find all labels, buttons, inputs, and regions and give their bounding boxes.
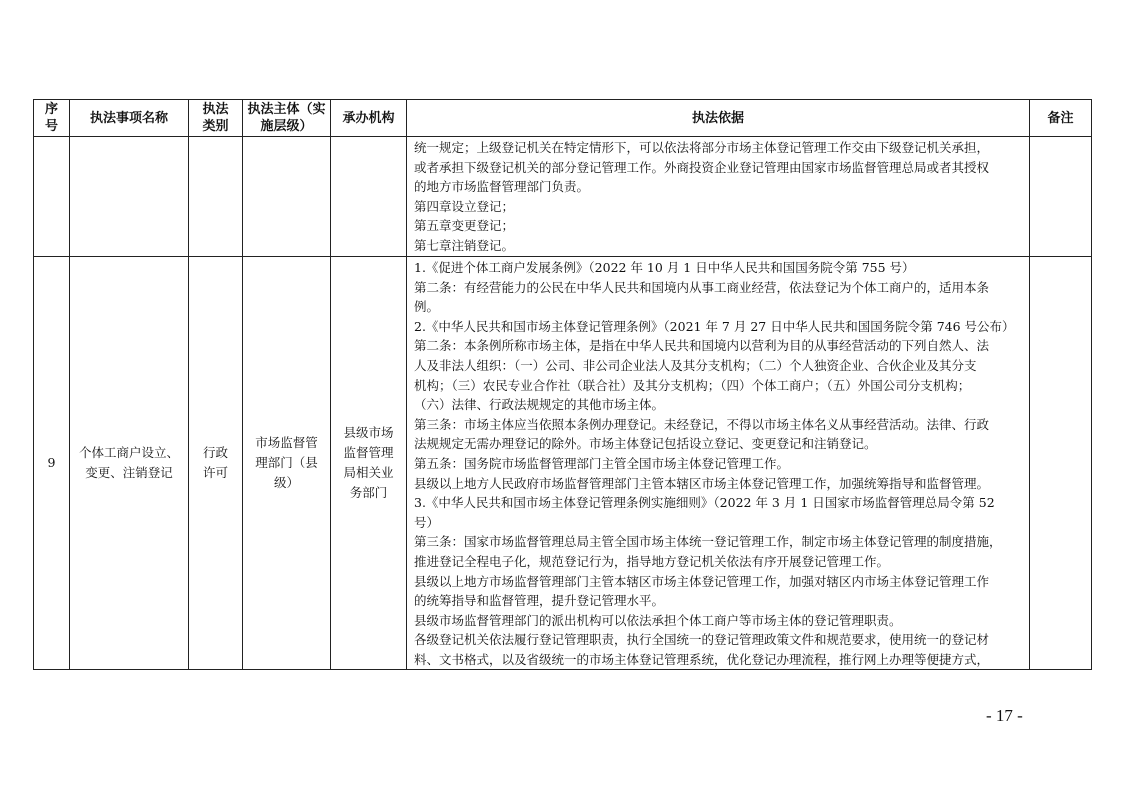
basis-line: 各级登记机关依法履行登记管理职责，执行全国统一的登记管理政策文件和规范要求，使用统一的登记材 <box>414 632 990 648</box>
header-item-name: 执法事项名称 <box>70 100 189 137</box>
cell-seq: 9 <box>34 257 70 670</box>
basis-line: 县级市场监督管理部门的派出机构可以依法承担个体工商户等市场主体的登记管理职责。 <box>414 612 902 628</box>
cell-basis <box>407 137 1030 257</box>
basis-line: 第七章注销登记。 <box>414 237 515 253</box>
cell-category: 行政许可 <box>189 257 243 670</box>
basis-line: 人及非法人组织：（一）公司、非公司企业法人及其分支机构；（二）个人独资企业、合伙企业及其分支 <box>414 357 977 373</box>
basis-line: 县级以上地方人民政府市场监督管理部门主管本辖区市场主体登记管理工作，加强统筹指导和监督管理。 <box>414 475 990 491</box>
cell-subject: 市场监督管理部门（县级） <box>243 257 331 670</box>
cell-subject <box>243 137 331 257</box>
header-remarks: 备注 <box>1030 100 1092 137</box>
basis-line: 第五条：国务院市场监督管理部门主管全国市场主体登记管理工作。 <box>414 455 790 471</box>
basis-line: 县级以上地方市场监督管理部门主管本辖区市场主体登记管理工作，加强对辖区内市场主体登记管理工作 <box>414 573 990 589</box>
page-number: - 17 - <box>986 706 1023 725</box>
cell-category <box>189 137 243 257</box>
basis-line: 推进登记全程电子化，规范登记行为，指导地方登记机关依法有序开展登记管理工作。 <box>414 553 890 569</box>
header-agency: 承办机构 <box>331 100 407 137</box>
cell-item-name: 个体工商户设立、变更、注销登记 <box>70 257 189 670</box>
basis-line: 例。 <box>414 299 440 315</box>
basis-line: 第三条：市场主体应当依照本条例办理登记。未经登记，不得以市场主体名义从事经营活动。法律、行政 <box>414 416 990 432</box>
table-header-row <box>34 100 1092 137</box>
basis-line: 号） <box>414 514 440 530</box>
table-row <box>34 137 1092 257</box>
cell-remarks <box>1030 137 1092 257</box>
header-subject: 执法主体（实施层级） <box>243 100 331 137</box>
basis-line: 或者承担下级登记机关的部分登记管理工作。外商投资企业登记管理由国家市场监督管理总局或者其授权 <box>414 159 990 175</box>
enforcement-items-table <box>33 99 1092 670</box>
basis-line: 法规规定无需办理登记的除外。市场主体登记包括设立登记、变更登记和注销登记。 <box>414 436 877 452</box>
header-basis: 执法依据 <box>407 100 1030 137</box>
basis-line: （六）法律、行政法规规定的其他市场主体。 <box>414 397 665 413</box>
basis-line: 第二条：有经营能力的公民在中华人民共和国境内从事工商业经营，依法登记为个体工商户的，适用本条 <box>414 279 990 295</box>
basis-line: 机构；（三）农民专业合作社（联合社）及其分支机构；（四）个体工商户；（五）外国公司分支机构； <box>414 377 971 393</box>
header-category: 执法类别 <box>189 100 243 137</box>
basis-line: 2.《中华人民共和国市场主体登记管理条例》（2021 年 7 月 27 日中华人民共和国国务院令第 746 号公布） <box>414 318 1015 334</box>
cell-basis <box>407 257 1030 670</box>
basis-line: 第五章变更登记； <box>414 218 515 234</box>
basis-line: 第四章设立登记； <box>414 198 515 214</box>
table-row <box>34 257 1092 670</box>
cell-remarks <box>1030 257 1092 670</box>
basis-line: 第二条：本条例所称市场主体，是指在中华人民共和国境内以营利为目的从事经营活动的下列自然人、法 <box>414 338 990 354</box>
cell-item-name <box>70 137 189 257</box>
cell-seq <box>34 137 70 257</box>
basis-line: 的统筹指导和监督管理，提升登记管理水平。 <box>414 593 665 609</box>
basis-line: 1.《促进个体工商户发展条例》（2022 年 10 月 1 日中华人民共和国国务院令第 755 号） <box>414 260 915 275</box>
basis-line: 统一规定；上级登记机关在特定情形下，可以依法将部分市场主体登记管理工作交由下级登记机关承担， <box>414 140 990 155</box>
basis-line: 料、文书格式，以及省级统一的市场主体登记管理系统，优化登记办理流程，推行网上办理等便捷方式， <box>414 651 990 667</box>
basis-line: 的地方市场监督管理部门负责。 <box>414 179 590 195</box>
cell-agency <box>331 137 407 257</box>
basis-line: 3.《中华人民共和国市场主体登记管理条例实施细则》（2022 年 3 月 1 日国家市场监督管理总局令第 52 <box>414 495 995 511</box>
cell-agency: 县级市场监督管理局相关业务部门 <box>331 257 407 670</box>
basis-line: 第三条：国家市场监督管理总局主管全国市场主体统一登记管理工作，制定市场主体登记管理的制度措施， <box>414 534 1002 550</box>
header-seq: 序号 <box>34 100 70 137</box>
